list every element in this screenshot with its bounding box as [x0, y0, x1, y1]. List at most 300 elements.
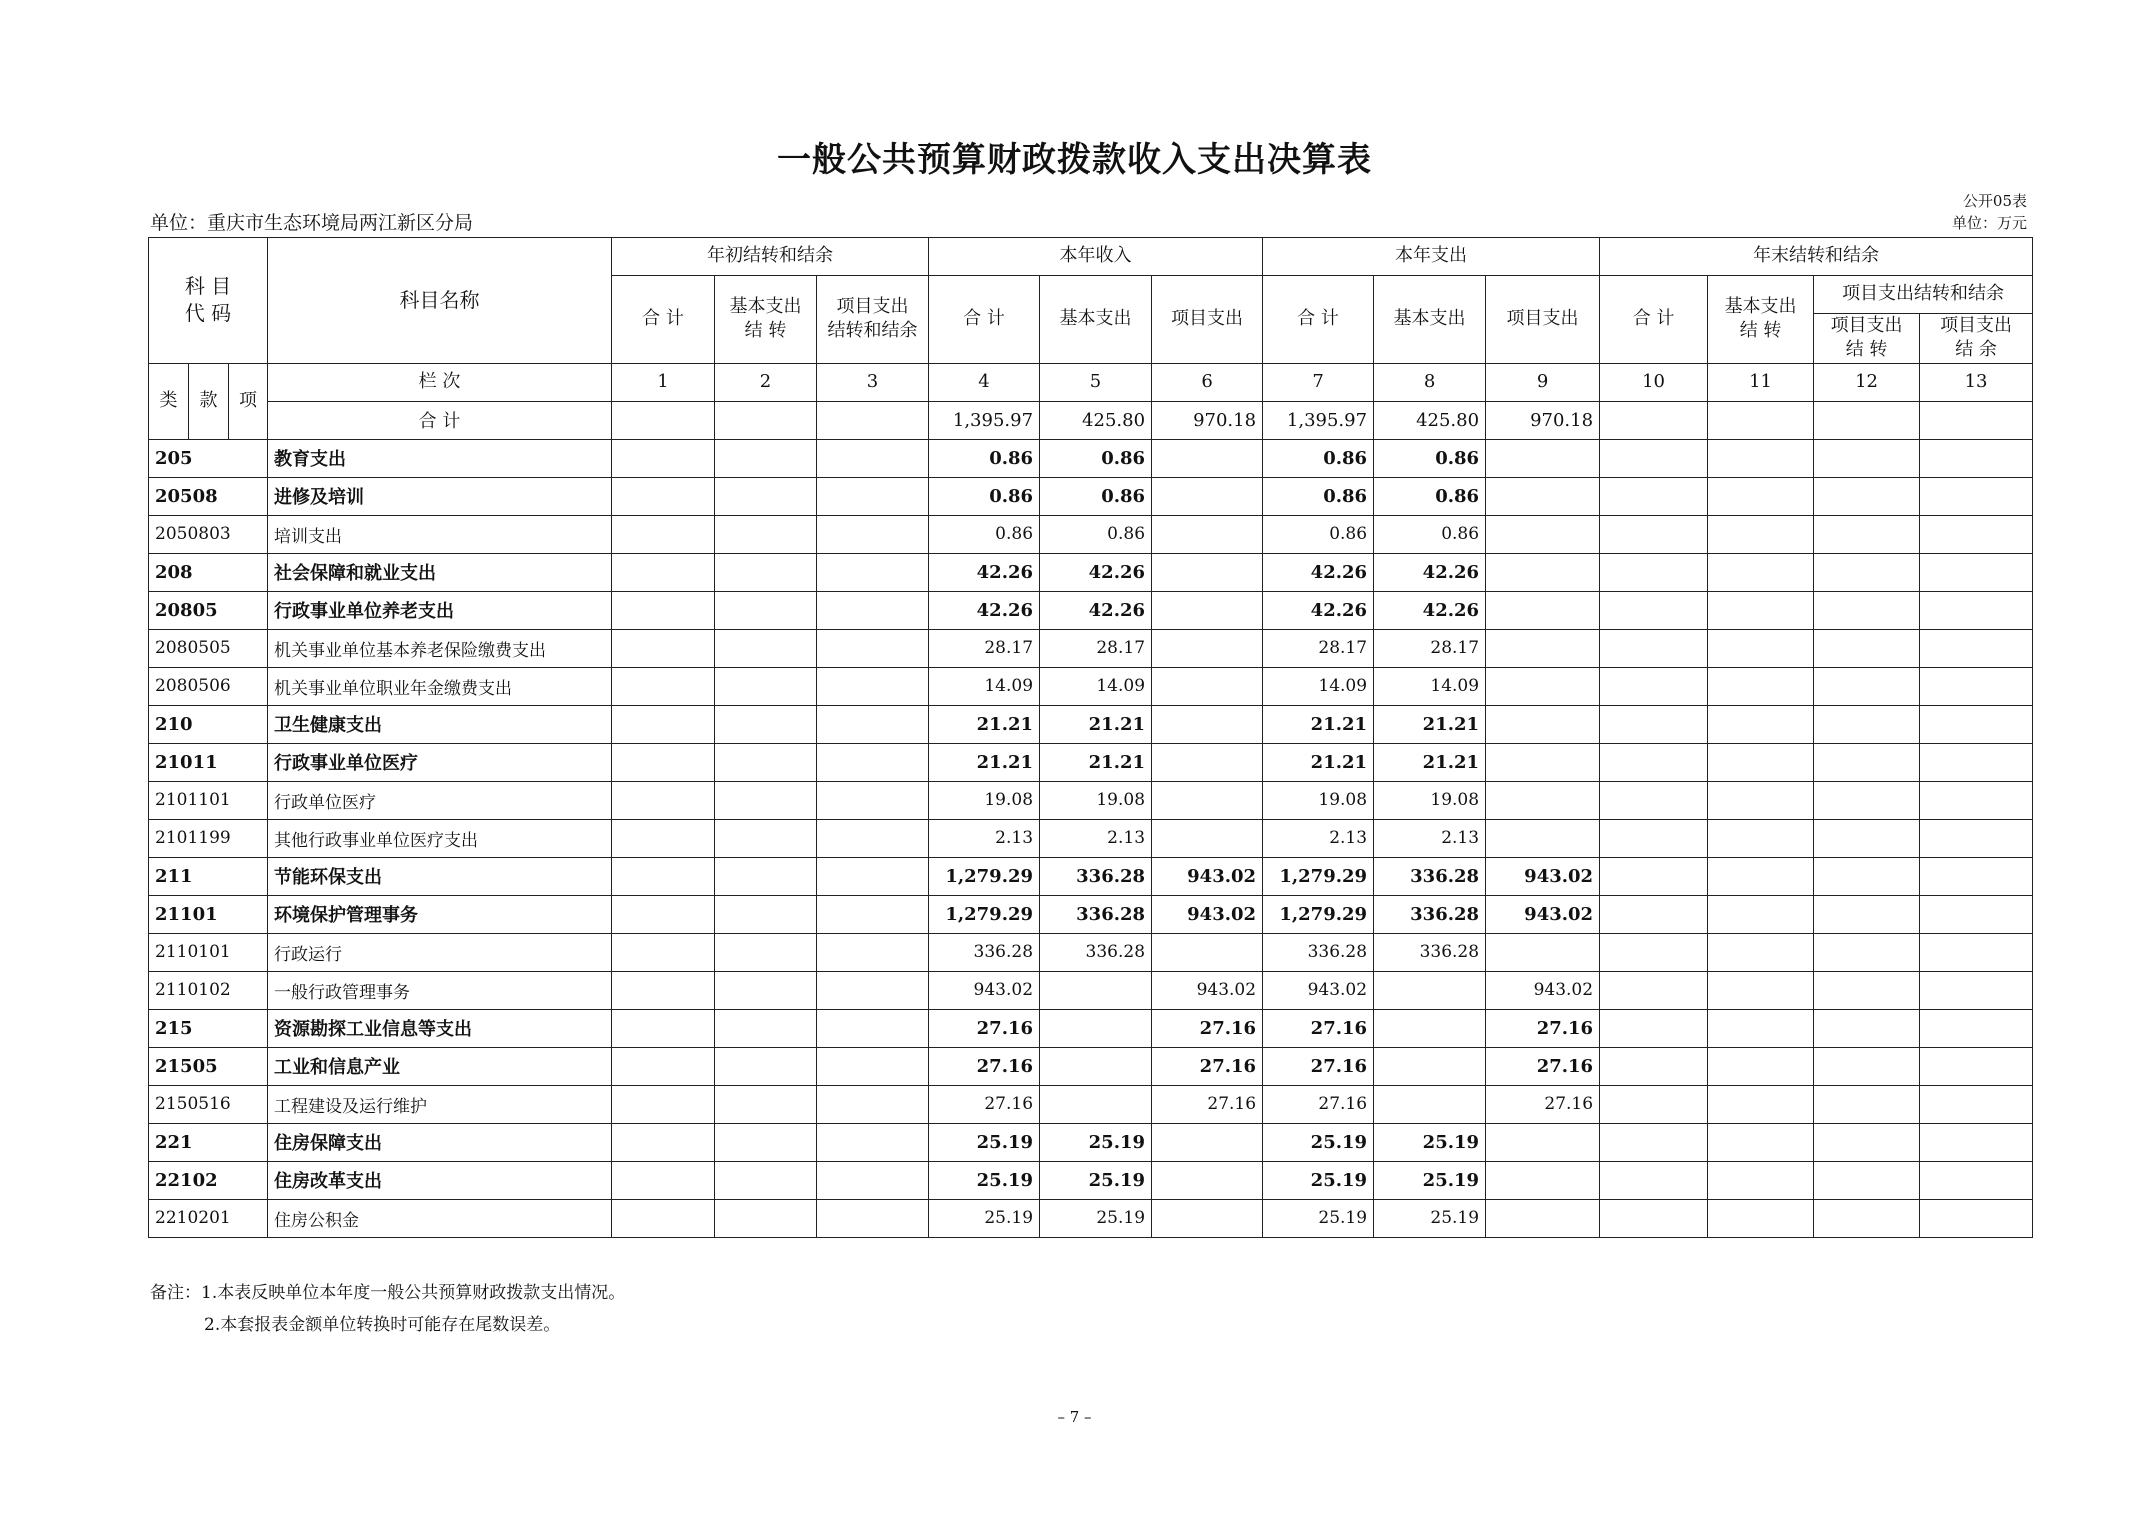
col-number: 5 — [1040, 363, 1152, 401]
subject-name-cell: 资源勘探工业信息等支出 — [268, 1009, 612, 1047]
value-cell — [1600, 819, 1708, 857]
value-cell: 42.26 — [929, 553, 1040, 591]
total-cell: 425.80 — [1040, 401, 1152, 439]
total-cell — [1708, 401, 1814, 439]
value-cell — [1040, 1085, 1152, 1123]
table-row — [149, 857, 2033, 895]
table-row — [149, 629, 2033, 667]
value-cell: 19.08 — [1374, 781, 1486, 819]
value-cell: 336.28 — [1374, 895, 1486, 933]
total-cell — [612, 401, 715, 439]
col-header-project-expense: 项目支出 — [1152, 276, 1263, 364]
value-cell: 943.02 — [1486, 895, 1600, 933]
value-cell — [1708, 819, 1814, 857]
value-cell — [1600, 1047, 1708, 1085]
value-cell: 27.16 — [1263, 1009, 1374, 1047]
col-header-total: 合 计 — [1600, 276, 1708, 364]
value-cell — [1920, 743, 2033, 781]
value-cell — [1708, 781, 1814, 819]
value-cell: 19.08 — [929, 781, 1040, 819]
value-cell — [1708, 477, 1814, 515]
value-cell — [612, 515, 715, 553]
value-cell: 25.19 — [1374, 1123, 1486, 1161]
subject-name-cell: 行政事业单位养老支出 — [268, 591, 612, 629]
col-number: 2 — [715, 363, 817, 401]
value-cell: 19.08 — [1263, 781, 1374, 819]
value-cell — [1152, 1199, 1263, 1237]
value-cell — [612, 1009, 715, 1047]
value-cell — [612, 477, 715, 515]
value-cell: 27.16 — [929, 1047, 1040, 1085]
value-cell — [1920, 553, 2033, 591]
currency-unit: 单位：万元 — [1951, 214, 2027, 232]
value-cell: 25.19 — [929, 1161, 1040, 1199]
total-cell: 970.18 — [1486, 401, 1600, 439]
value-cell — [1708, 1199, 1814, 1237]
note-line-1: 备注：1.本表反映单位本年度一般公共预算财政拨款支出情况。 — [150, 1283, 626, 1303]
value-cell — [1814, 1009, 1920, 1047]
xiang-header: 项 — [229, 363, 268, 439]
col-header-total: 合 计 — [612, 276, 715, 364]
note-line-2: 2.本套报表金额单位转换时可能存在尾数误差。 — [204, 1315, 561, 1335]
subject-code-cell: 2101199 — [149, 819, 268, 857]
subject-name-cell: 教育支出 — [268, 439, 612, 477]
value-cell — [1920, 1009, 2033, 1047]
value-cell — [715, 667, 817, 705]
page-number: – 7 – — [1057, 1408, 1092, 1426]
subject-code-cell: 208 — [149, 553, 268, 591]
value-cell — [1600, 971, 1708, 1009]
value-cell — [612, 1085, 715, 1123]
col-header-basic-expense: 基本支出 — [1040, 276, 1152, 364]
value-cell — [1708, 743, 1814, 781]
value-cell — [1486, 553, 1600, 591]
value-cell — [817, 1047, 929, 1085]
col-number: 10 — [1600, 363, 1708, 401]
col-header-project-carry: 项目支出 结 转 — [1814, 314, 1920, 364]
value-cell: 14.09 — [1374, 667, 1486, 705]
value-cell — [1040, 1047, 1152, 1085]
value-cell — [1600, 629, 1708, 667]
value-cell — [1374, 1009, 1486, 1047]
value-cell — [1374, 971, 1486, 1009]
value-cell — [715, 743, 817, 781]
value-cell — [1152, 439, 1263, 477]
subject-code-cell: 2080506 — [149, 667, 268, 705]
value-cell — [1486, 705, 1600, 743]
value-cell — [715, 629, 817, 667]
value-cell: 0.86 — [1374, 515, 1486, 553]
value-cell — [1920, 933, 2033, 971]
value-cell — [1920, 667, 2033, 705]
subject-code-cell: 2101101 — [149, 781, 268, 819]
value-cell: 0.86 — [929, 439, 1040, 477]
value-cell — [1708, 553, 1814, 591]
value-cell — [817, 857, 929, 895]
value-cell — [715, 1199, 817, 1237]
value-cell: 21.21 — [1040, 743, 1152, 781]
value-cell — [1708, 1047, 1814, 1085]
total-cell — [817, 401, 929, 439]
value-cell: 0.86 — [1263, 515, 1374, 553]
subject-name-header: 科目名称 — [268, 238, 612, 364]
value-cell — [1152, 591, 1263, 629]
value-cell — [1814, 781, 1920, 819]
value-cell — [817, 553, 929, 591]
value-cell — [612, 629, 715, 667]
subject-name-cell: 其他行政事业单位医疗支出 — [268, 819, 612, 857]
total-cell — [1814, 401, 1920, 439]
value-cell — [1600, 515, 1708, 553]
value-cell — [817, 933, 929, 971]
value-cell — [1152, 1123, 1263, 1161]
subject-code-cell: 215 — [149, 1009, 268, 1047]
value-cell — [1486, 477, 1600, 515]
subject-name-cell: 一般行政管理事务 — [268, 971, 612, 1009]
value-cell — [715, 439, 817, 477]
value-cell — [1600, 933, 1708, 971]
subject-code-cell: 2210201 — [149, 1199, 268, 1237]
value-cell — [1708, 1161, 1814, 1199]
value-cell — [1486, 1123, 1600, 1161]
value-cell: 28.17 — [1374, 629, 1486, 667]
page-title: 一般公共预算财政拨款收入支出决算表 — [777, 140, 1372, 180]
value-cell: 25.19 — [1374, 1199, 1486, 1237]
value-cell: 0.86 — [1374, 439, 1486, 477]
value-cell — [1600, 1199, 1708, 1237]
subject-code-cell: 21505 — [149, 1047, 268, 1085]
value-cell: 28.17 — [1040, 629, 1152, 667]
value-cell — [1152, 553, 1263, 591]
subject-name-cell: 工程建设及运行维护 — [268, 1085, 612, 1123]
value-cell: 21.21 — [1374, 743, 1486, 781]
value-cell: 27.16 — [1152, 1009, 1263, 1047]
value-cell — [817, 971, 929, 1009]
value-cell — [1708, 629, 1814, 667]
value-cell: 943.02 — [1263, 971, 1374, 1009]
value-cell — [1920, 1161, 2033, 1199]
value-cell — [817, 895, 929, 933]
value-cell: 42.26 — [929, 591, 1040, 629]
value-cell — [1814, 439, 1920, 477]
value-cell — [715, 857, 817, 895]
total-cell — [1600, 401, 1708, 439]
value-cell — [612, 705, 715, 743]
value-cell — [817, 1085, 929, 1123]
table-row — [149, 743, 2033, 781]
value-cell: 21.21 — [1374, 705, 1486, 743]
total-cell: 1,395.97 — [929, 401, 1040, 439]
table-row — [149, 477, 2033, 515]
table-row — [149, 819, 2033, 857]
value-cell — [1920, 1085, 2033, 1123]
value-cell — [612, 895, 715, 933]
value-cell — [715, 591, 817, 629]
value-cell: 21.21 — [1263, 743, 1374, 781]
value-cell: 25.19 — [1040, 1199, 1152, 1237]
value-cell — [1486, 629, 1600, 667]
value-cell: 42.26 — [1263, 591, 1374, 629]
value-cell — [1920, 895, 2033, 933]
col-number: 6 — [1152, 363, 1263, 401]
value-cell — [1600, 781, 1708, 819]
value-cell — [715, 895, 817, 933]
reporting-unit: 单位：重庆市生态环境局两江新区分局 — [150, 212, 474, 234]
value-cell: 1,279.29 — [1263, 857, 1374, 895]
subject-code-header: 科 目 代 码 — [149, 238, 268, 364]
subject-code-cell: 210 — [149, 705, 268, 743]
value-cell — [1814, 971, 1920, 1009]
col-number: 4 — [929, 363, 1040, 401]
value-cell: 14.09 — [929, 667, 1040, 705]
total-cell: 425.80 — [1374, 401, 1486, 439]
lei-header: 类 — [149, 363, 189, 439]
value-cell — [1486, 819, 1600, 857]
subject-name-cell: 住房改革支出 — [268, 1161, 612, 1199]
subject-code-cell: 21101 — [149, 895, 268, 933]
value-cell: 336.28 — [1374, 857, 1486, 895]
table-row — [149, 705, 2033, 743]
subject-name-cell: 行政事业单位医疗 — [268, 743, 612, 781]
value-cell: 336.28 — [1040, 895, 1152, 933]
value-cell: 27.16 — [929, 1009, 1040, 1047]
col-header-basic-carry: 基本支出 结 转 — [1708, 276, 1814, 364]
value-cell — [1814, 933, 1920, 971]
value-cell — [1486, 439, 1600, 477]
subject-name-cell: 住房保障支出 — [268, 1123, 612, 1161]
subject-name-cell: 社会保障和就业支出 — [268, 553, 612, 591]
value-cell — [1152, 819, 1263, 857]
col-header-project-carry-balance: 项目支出 结转和结余 — [817, 276, 929, 364]
value-cell: 25.19 — [1263, 1199, 1374, 1237]
value-cell: 943.02 — [1152, 971, 1263, 1009]
value-cell — [715, 515, 817, 553]
value-cell — [1486, 933, 1600, 971]
value-cell — [1920, 629, 2033, 667]
value-cell: 14.09 — [1040, 667, 1152, 705]
value-cell — [1600, 857, 1708, 895]
value-cell — [1708, 591, 1814, 629]
value-cell — [817, 781, 929, 819]
value-cell — [612, 1123, 715, 1161]
value-cell — [1600, 1009, 1708, 1047]
subject-code-cell: 2110101 — [149, 933, 268, 971]
value-cell — [817, 591, 929, 629]
income-header: 本年收入 — [929, 238, 1263, 276]
subject-name-cell: 卫生健康支出 — [268, 705, 612, 743]
value-cell: 943.02 — [1152, 895, 1263, 933]
value-cell: 0.86 — [1040, 439, 1152, 477]
value-cell: 0.86 — [929, 477, 1040, 515]
value-cell — [1920, 819, 2033, 857]
subject-name-cell: 住房公积金 — [268, 1199, 612, 1237]
table-row — [149, 591, 2033, 629]
value-cell: 25.19 — [929, 1199, 1040, 1237]
value-cell — [1152, 933, 1263, 971]
table-row — [149, 781, 2033, 819]
value-cell — [1814, 1123, 1920, 1161]
value-cell — [1600, 1085, 1708, 1123]
value-cell — [1600, 439, 1708, 477]
value-cell — [1920, 1123, 2033, 1161]
value-cell — [1486, 667, 1600, 705]
value-cell: 2.13 — [929, 819, 1040, 857]
value-cell — [1600, 1123, 1708, 1161]
table-row — [149, 895, 2033, 933]
subject-code-cell: 2080505 — [149, 629, 268, 667]
value-cell — [817, 705, 929, 743]
value-cell — [1600, 667, 1708, 705]
value-cell: 42.26 — [1263, 553, 1374, 591]
value-cell — [1152, 781, 1263, 819]
value-cell — [1920, 1199, 2033, 1237]
subject-code-cell: 20805 — [149, 591, 268, 629]
value-cell — [612, 1047, 715, 1085]
subject-code-cell: 2110102 — [149, 971, 268, 1009]
value-cell: 27.16 — [1152, 1085, 1263, 1123]
total-cell: 970.18 — [1152, 401, 1263, 439]
subject-code-cell: 20508 — [149, 477, 268, 515]
value-cell: 336.28 — [1374, 933, 1486, 971]
table-row — [149, 515, 2033, 553]
value-cell — [1152, 667, 1263, 705]
value-cell — [1814, 1161, 1920, 1199]
value-cell — [1814, 705, 1920, 743]
value-cell — [1040, 1009, 1152, 1047]
col-header-project-expense: 项目支出 — [1486, 276, 1600, 364]
col-header-basic-expense: 基本支出 — [1374, 276, 1486, 364]
value-cell — [715, 971, 817, 1009]
value-cell — [612, 819, 715, 857]
value-cell: 943.02 — [929, 971, 1040, 1009]
value-cell: 2.13 — [1040, 819, 1152, 857]
col-number: 12 — [1814, 363, 1920, 401]
value-cell: 0.86 — [1263, 439, 1374, 477]
subject-code-cell: 221 — [149, 1123, 268, 1161]
value-cell: 0.86 — [1374, 477, 1486, 515]
end-balance-header: 年末结转和结余 — [1600, 238, 2033, 276]
value-cell — [1920, 591, 2033, 629]
value-cell: 0.86 — [1263, 477, 1374, 515]
value-cell — [817, 1123, 929, 1161]
subject-name-cell: 机关事业单位基本养老保险缴费支出 — [268, 629, 612, 667]
value-cell: 27.16 — [1486, 1047, 1600, 1085]
value-cell: 28.17 — [929, 629, 1040, 667]
value-cell: 21.21 — [929, 705, 1040, 743]
value-cell — [1486, 515, 1600, 553]
value-cell — [612, 743, 715, 781]
value-cell — [1920, 971, 2033, 1009]
value-cell — [1920, 439, 2033, 477]
value-cell — [1600, 705, 1708, 743]
value-cell: 21.21 — [1263, 705, 1374, 743]
value-cell: 28.17 — [1263, 629, 1374, 667]
value-cell — [1152, 477, 1263, 515]
value-cell: 14.09 — [1263, 667, 1374, 705]
value-cell — [1920, 781, 2033, 819]
value-cell — [715, 781, 817, 819]
value-cell: 2.13 — [1374, 819, 1486, 857]
col-header-basic-carry: 基本支出 结 转 — [715, 276, 817, 364]
value-cell — [715, 819, 817, 857]
value-cell — [1920, 1047, 2033, 1085]
value-cell: 27.16 — [1486, 1085, 1600, 1123]
col-header-total: 合 计 — [1263, 276, 1374, 364]
table-row — [149, 1085, 2033, 1123]
value-cell: 25.19 — [1263, 1161, 1374, 1199]
subject-code-cell: 2150516 — [149, 1085, 268, 1123]
value-cell — [1814, 1085, 1920, 1123]
subject-name-cell: 环境保护管理事务 — [268, 895, 612, 933]
value-cell: 27.16 — [1263, 1085, 1374, 1123]
value-cell — [1920, 515, 2033, 553]
value-cell — [1708, 667, 1814, 705]
subject-code-cell: 22102 — [149, 1161, 268, 1199]
col-number: 3 — [817, 363, 929, 401]
value-cell — [1486, 781, 1600, 819]
value-cell: 27.16 — [1486, 1009, 1600, 1047]
value-cell — [612, 439, 715, 477]
value-cell — [1708, 705, 1814, 743]
subject-code-cell: 2050803 — [149, 515, 268, 553]
subject-name-cell: 培训支出 — [268, 515, 612, 553]
value-cell — [817, 629, 929, 667]
subject-name-cell: 工业和信息产业 — [268, 1047, 612, 1085]
table-row — [149, 667, 2033, 705]
value-cell: 336.28 — [1040, 857, 1152, 895]
value-cell — [1814, 515, 1920, 553]
value-cell: 0.86 — [929, 515, 1040, 553]
col-number: 9 — [1486, 363, 1600, 401]
value-cell — [715, 1047, 817, 1085]
value-cell — [715, 477, 817, 515]
value-cell — [817, 515, 929, 553]
value-cell — [1814, 1199, 1920, 1237]
value-cell — [817, 439, 929, 477]
value-cell — [817, 819, 929, 857]
value-cell — [1708, 971, 1814, 1009]
value-cell — [1920, 477, 2033, 515]
value-cell — [1708, 515, 1814, 553]
value-cell — [612, 667, 715, 705]
value-cell: 336.28 — [1040, 933, 1152, 971]
col-number: 11 — [1708, 363, 1814, 401]
value-cell — [1814, 1047, 1920, 1085]
table-row — [149, 439, 2033, 477]
value-cell: 1,279.29 — [929, 895, 1040, 933]
total-label: 合 计 — [268, 401, 612, 439]
value-cell — [1374, 1085, 1486, 1123]
table-row — [149, 933, 2033, 971]
value-cell — [1600, 1161, 1708, 1199]
value-cell — [1708, 1009, 1814, 1047]
kuan-header: 款 — [189, 363, 229, 439]
value-cell: 42.26 — [1040, 553, 1152, 591]
value-cell — [1374, 1047, 1486, 1085]
expense-header: 本年支出 — [1263, 238, 1600, 276]
value-cell: 27.16 — [1263, 1047, 1374, 1085]
value-cell — [1486, 1199, 1600, 1237]
value-cell: 943.02 — [1152, 857, 1263, 895]
value-cell — [1708, 1085, 1814, 1123]
value-cell — [715, 933, 817, 971]
value-cell — [715, 1161, 817, 1199]
total-cell: 1,395.97 — [1263, 401, 1374, 439]
value-cell — [1708, 933, 1814, 971]
table-row — [149, 1047, 2033, 1085]
subject-name-cell: 节能环保支出 — [268, 857, 612, 895]
value-cell — [817, 1161, 929, 1199]
